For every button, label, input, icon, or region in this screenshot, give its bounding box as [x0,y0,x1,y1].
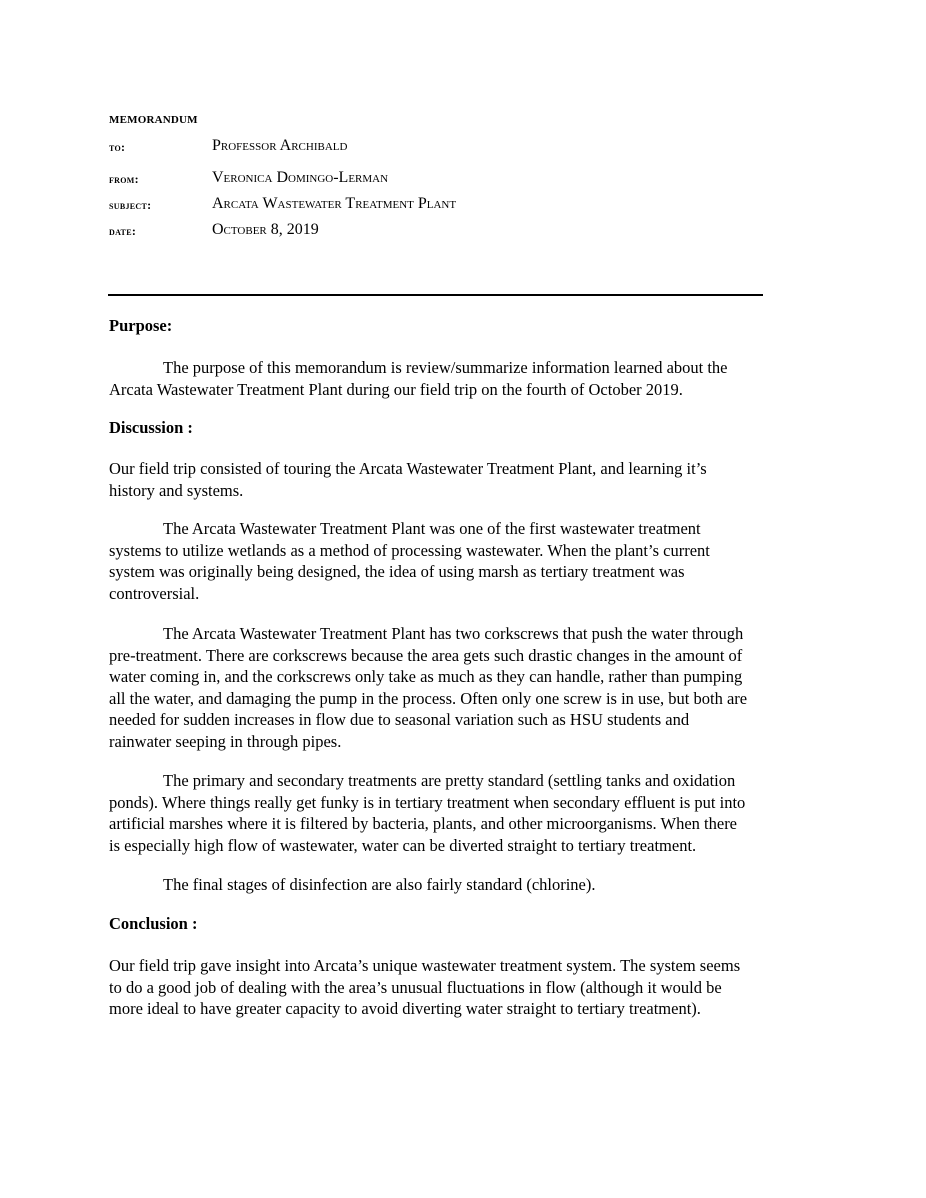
paragraph-line: The primary and secondary treatments are pretty standard (settling tanks and oxidation [163,771,736,790]
paragraph-line: water coming in, and the corkscrews only take as much as they can handle, rather than pumping [109,667,743,686]
purpose-paragraph [109,357,821,400]
subject-label: subject: [109,198,152,212]
paragraph-line: ponds). Where things really get funky is in tertiary treatment when secondary effluent is put into [109,792,746,812]
conclusion-heading: Conclusion : [109,914,198,933]
paragraph-line: all the water, and damaging the pump in the process. Often only one screw is in use, but both are [109,688,748,708]
memo-label: MEMORANDUM [109,114,198,126]
purpose-heading: Purpose: [109,316,173,335]
date-row [109,221,709,241]
paragraph-line: controversial. [109,583,200,603]
from-row [109,169,709,189]
to-label: to: [109,140,126,154]
paragraph-line: rainwater seeping in through pipes. [109,731,342,751]
from-label: from: [109,172,139,186]
paragraph-line: The Arcata Wastewater Treatment Plant was one of the first wastewater treatment [163,519,701,538]
subject-value: Arcata Wastewater Treatment Plant [212,195,457,212]
date-label: date: [109,224,137,238]
paragraph-line: The Arcata Wastewater Treatment Plant has two corkscrews that push the water through [163,624,744,643]
paragraph-line: history and systems. [109,480,244,500]
paragraph-line: The final stages of disinfection are also fairly standard (chlorine). [163,875,596,894]
paragraph-line: to do a good job of dealing with the area’s unusual fluctuations in flow (although it would be [109,977,722,997]
paragraph-line: pre-treatment. There are corkscrews because the area gets such drastic changes in the amount of [109,645,743,665]
to-row [109,137,709,157]
conclusion-paragraph [109,955,821,1020]
paragraph-line: system was originally being designed, the idea of using marsh as tertiary treatment was [109,562,685,581]
from-value: Veronica Domingo-Lerman [212,169,389,186]
discussion-paragraph-3 [109,623,821,752]
paragraph-line: is especially high flow of wastewater, water can be diverted straight to tertiary treatment. [109,835,697,855]
discussion-paragraph-5 [109,874,821,896]
discussion-paragraph-4 [109,770,821,856]
paragraph-line: Arcata Wastewater Treatment Plant during our field trip on the fourth of October 2019. [109,379,683,399]
paragraph-line: The purpose of this memorandum is review/summarize information learned about the [163,358,728,377]
paragraph-line: Our field trip consisted of touring the Arcata Wastewater Treatment Plant, and learning it’s [109,459,707,478]
paragraph-line: needed for sudden increases in flow due to seasonal variation such as HSU students and [109,710,690,729]
paragraph-line: artificial marshes where it is filtered by bacteria, plants, and other microorganisms. When there [109,814,738,833]
discussion-paragraph-1 [109,458,821,501]
discussion-paragraph-2 [109,518,821,604]
paragraph-line: systems to utilize wetlands as a method of processing wastewater. When the plant’s current [109,540,710,560]
discussion-heading: Discussion : [109,418,193,437]
to-value: Professor Archibald [212,137,348,154]
header-divider [108,294,763,296]
subject-row [109,195,709,215]
paragraph-line: more ideal to have greater capacity to avoid diverting water straight to tertiary treatment). [109,999,701,1018]
paragraph-line: Our field trip gave insight into Arcata’s unique wastewater treatment system. The system seems [109,956,741,975]
date-value: October 8, 2019 [212,221,319,238]
